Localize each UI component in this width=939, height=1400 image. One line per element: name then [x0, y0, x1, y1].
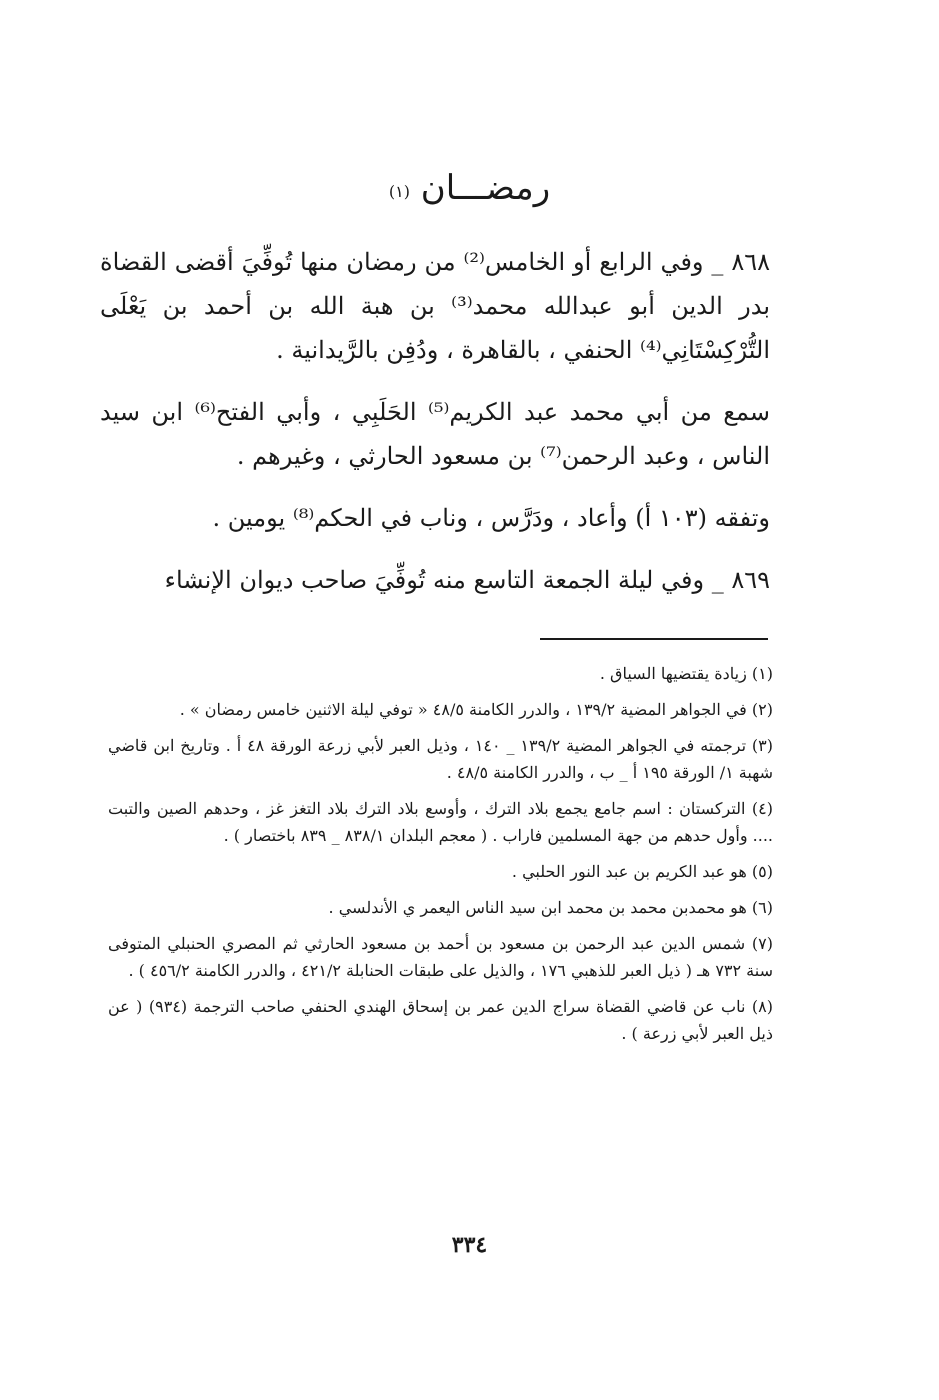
paragraph-869: ٨٦٩ _ وفي ليلة الجمعة التاسع منه تُوفِّيَ صاحب ديوان الإنشاء [164, 566, 770, 594]
paragraph-study: وتفقه (١٠٣ أ) وأعاد ، ودَرَّس ، وناب في الحكم⁽⁸⁾ يومين . [212, 504, 770, 532]
heading-note-mark: (١) [388, 182, 410, 201]
main-text [100, 240, 770, 620]
footnote-4: (٤) التركستان : اسم جامع يجمع بلاد الترك ، وأوسع بلاد الترك بلاد التغز غز ، وحدهم الصين والتبت .... وأول حدهم من جهة المسلمين فاراب . ( معجم البلدان ٨٣٨/١ _ ٨٣٩ باختصار ) . [108, 799, 773, 845]
footnote-7: (٧) شمس الدين عبد الرحمن بن مسعود بن أحمد بن مسعود الحارثي ثم المصري الحنبلي المتوفى سنة ٧٣٢ هـ ( ذيل العبر للذهبي ١٧٦ ، والذيل على طبقات الحنابلة ٤٢١/٢ ، والدرر الكامنة ٤٥٦/٢ ) . [108, 934, 773, 980]
footnote-5: (٥) هو عبد الكريم بن عبد النور الحلبي . [511, 862, 773, 881]
page-number: ٣٣٤ [451, 1232, 488, 1258]
footnote-3: (٣) ترجمته في الجواهر المضية ١٣٩/٢ _ ١٤٠ ، وذيل العبر لأبي زرعة الورقة ٤٨ أ . وتاريخ ابن قاضي شهبة ١/ الورقة ١٩٥ أ _ ب ، والدرر الكامنة ٤٨/٥ . [108, 736, 774, 782]
footnote-2: (٢) في الجواهر المضية ١٣٩/٢ ، والدرر الكامنة ٤٨/٥ « توفي ليلة الاثنين خامس رمضان » . [179, 700, 773, 719]
footnote-6: (٦) هو محمدبن محمد بن محمد ابن سيد الناس اليعمر ي الأندلسي . [328, 898, 773, 917]
paragraph-868: ٨٦٨ _ وفي الرابع أو الخامس⁽²⁾ من رمضان منها تُوفِّيَ أقضى القضاة بدر الدين أبو عبدالله محمد⁽³⁾ بن هبة الله بن أحمد بن يَعْلَى التُّرْكِسْتَانِي⁽⁴⁾ الحنفي ، بالقاهرة ، ودُفِن بالرَّيدانية . [100, 248, 770, 364]
chapter-heading [0, 160, 939, 216]
footnote-8: (٨) ناب عن قاضي القضاة سراج الدين عمر بن إسحاق الهندي الحنفي صاحب الترجمة (٩٣٤) ( عن ذيل العبر لأبي زرعة ) . [108, 997, 773, 1043]
heading-title: رمضـــان [420, 168, 551, 208]
footnote-1: (١) زيادة يقتضيها السياق . [599, 664, 773, 683]
footnote-divider [540, 638, 768, 640]
paragraph-teachers: سمع من أبي محمد عبد الكريم⁽⁵⁾ الحَلَبِي ، وأبي الفتح⁽⁶⁾ ابن سيد الناس ، وعبد الرحمن⁽⁷⁾ بن مسعود الحارثي ، وغيرهم . [100, 398, 771, 470]
footnotes [108, 660, 773, 1056]
